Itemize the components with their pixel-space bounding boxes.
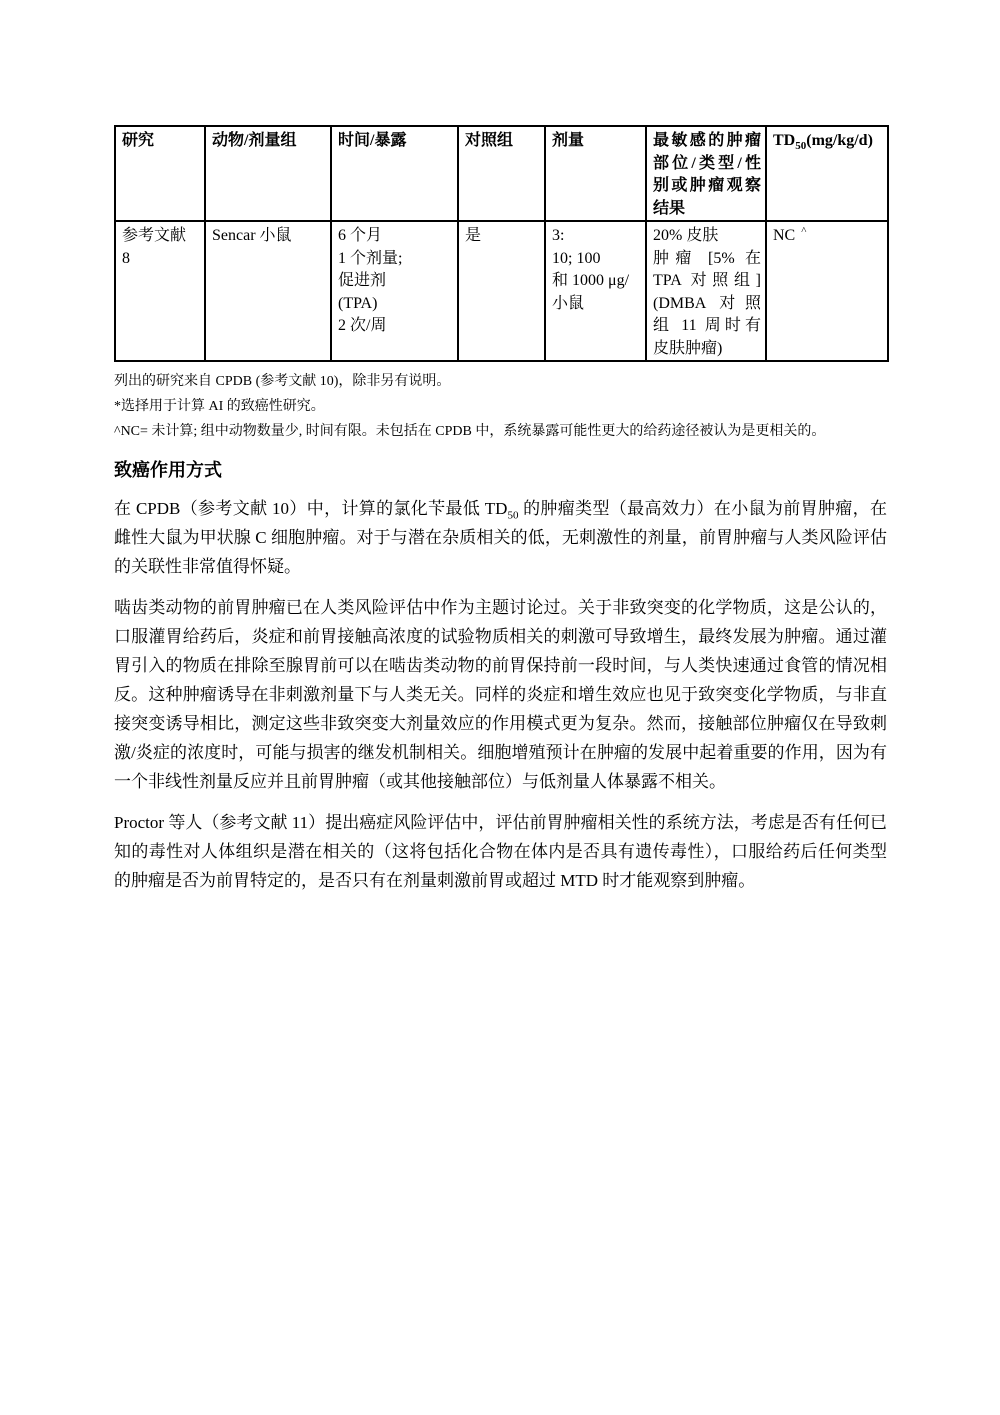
tumor-result-line: 20% 皮肤	[653, 227, 719, 244]
cell-animal-dose-group: Sencar 小鼠	[205, 221, 331, 361]
dose-line: 3:	[552, 227, 565, 244]
cell-td50-value	[766, 221, 888, 361]
td50-subscript: 50	[795, 140, 807, 153]
paragraph-proctor-method: Proctor 等人（参考文献 11）提出癌症风险评估中，评估前胃肿瘤相关性的系统方法，考虑是否有任何已知的毒性对人体组织是潜在相关的（这将包括化合物在体内是否具有遗传毒性），口服给药后任何类型的肿瘤是否为前胃特定的，是否只有在剂量刺激前胃或超过 MTD 时才能观察到肿瘤。	[114, 813, 887, 890]
time-exposure-line: (TPA)	[338, 294, 378, 312]
td50-label: TD	[773, 132, 796, 149]
dose-line: 和 1000 μg/	[552, 272, 630, 289]
header-most-sensitive-tumor	[646, 126, 766, 221]
header-time-exposure: 时间/暴露	[331, 126, 458, 221]
header-dose: 剂量	[545, 126, 646, 221]
table-notes	[114, 373, 887, 441]
paragraph-forestomach-discussion: 啮齿类动物的前胃肿瘤已在人类风险评估中作为主题讨论过。关于非致突变的化学物质，这是公认的，口服灌胃给药后，炎症和前胃接触高浓度的试验物质相关的刺激可导致增生，最终发展为肿瘤。通过灌胃引入的物质在排除至腺胃前可以在啮齿类动物的前胃保持前一段时间，与人类快速通过食管的情况相反。这种肿瘤诱导在非刺激剂量下与人类无关。同样的炎症和增生效应也见于致突变化学物质，与非直接突变诱导相比，测定这些非致突变大剂量效应的作用模式更为复杂。然而，接触部位肿瘤仅在导致刺激/炎症的浓度时，可能与损害的继发机制相关。细胞增殖预计在肿瘤的发展中起着重要的作用，因为有一个非线性剂量反应并且前胃肿瘤（或其他接触部位）与低剂量人体暴露不相关。	[114, 598, 887, 791]
study-reference-line: 参考文献	[122, 227, 187, 244]
header-tumor-line: 最敏感的肿瘤	[653, 132, 761, 149]
time-exposure-line: 2 次/周	[338, 317, 387, 334]
header-td50	[766, 126, 888, 221]
header-tumor-line: 别或肿瘤观察	[653, 177, 761, 194]
header-tumor-line: 结果	[653, 199, 686, 217]
table-data-row	[115, 221, 888, 361]
cell-time-exposure	[331, 221, 458, 361]
td50-subscript: 50	[507, 509, 519, 522]
td50-units: (mg/kg/d)	[806, 132, 873, 149]
time-exposure-line: 6 个月	[338, 227, 383, 244]
dose-line: 10; 100	[552, 249, 601, 267]
study-reference-line: 8	[122, 249, 130, 267]
cell-dose	[545, 221, 646, 361]
paragraph-text: 的肿瘤类型（最高效力）在小鼠为前胃肿瘤，在雌性大鼠为甲状腺 C 细胞肿瘤。对于与潜在杂质相关的低，无刺激性的剂量，前胃肿瘤与人类风险评估的关联性非常值得怀疑。	[114, 499, 888, 576]
carcinogenicity-study-table	[114, 125, 889, 362]
header-study: 研究	[115, 126, 205, 221]
time-exposure-line: 促进剂	[338, 272, 387, 289]
cell-most-sensitive-tumor	[646, 221, 766, 361]
td50-caret-superscript: ^	[801, 224, 807, 237]
tumor-result-line: 组 11 周时有	[653, 317, 761, 334]
tumor-result-line: (DMBA 对照	[653, 294, 761, 312]
note-study-source: 列出的研究来自 CPDB (参考文献 10)，除非另有说明。	[114, 374, 451, 389]
tumor-result-line: 皮肤肿瘤)	[653, 339, 723, 357]
dose-line: 小鼠	[552, 294, 585, 312]
header-control-group: 对照组	[458, 126, 545, 221]
table-header-row	[115, 126, 888, 221]
cell-control-group: 是	[458, 221, 545, 361]
header-animal-dose-group: 动物/剂量组	[205, 126, 331, 221]
td50-value: NC	[773, 227, 796, 244]
paragraph-text: 在 CPDB（参考文献 10）中，计算的氯化苄最低 TD	[114, 499, 508, 518]
header-tumor-line: 部位/类型/性	[653, 154, 761, 172]
note-nc-definition: ^NC= 未计算; 组中动物数量少, 时间有限。未包括在 CPDB 中，系统暴露可能性更大的给药途径被认为是更相关的。	[114, 424, 826, 439]
time-exposure-line: 1 个剂量;	[338, 249, 403, 267]
paragraph-cpdb-td50	[114, 494, 887, 581]
tumor-result-line: TPA 对照组]	[653, 272, 761, 289]
tumor-result-line: 肿瘤 [5% 在	[653, 249, 761, 267]
note-asterisk-ai: *选择用于计算 AI 的致癌性研究。	[114, 399, 325, 414]
cell-study-reference	[115, 221, 205, 361]
document-page	[114, 125, 887, 895]
section-heading: 致癌作用方式	[114, 460, 222, 480]
